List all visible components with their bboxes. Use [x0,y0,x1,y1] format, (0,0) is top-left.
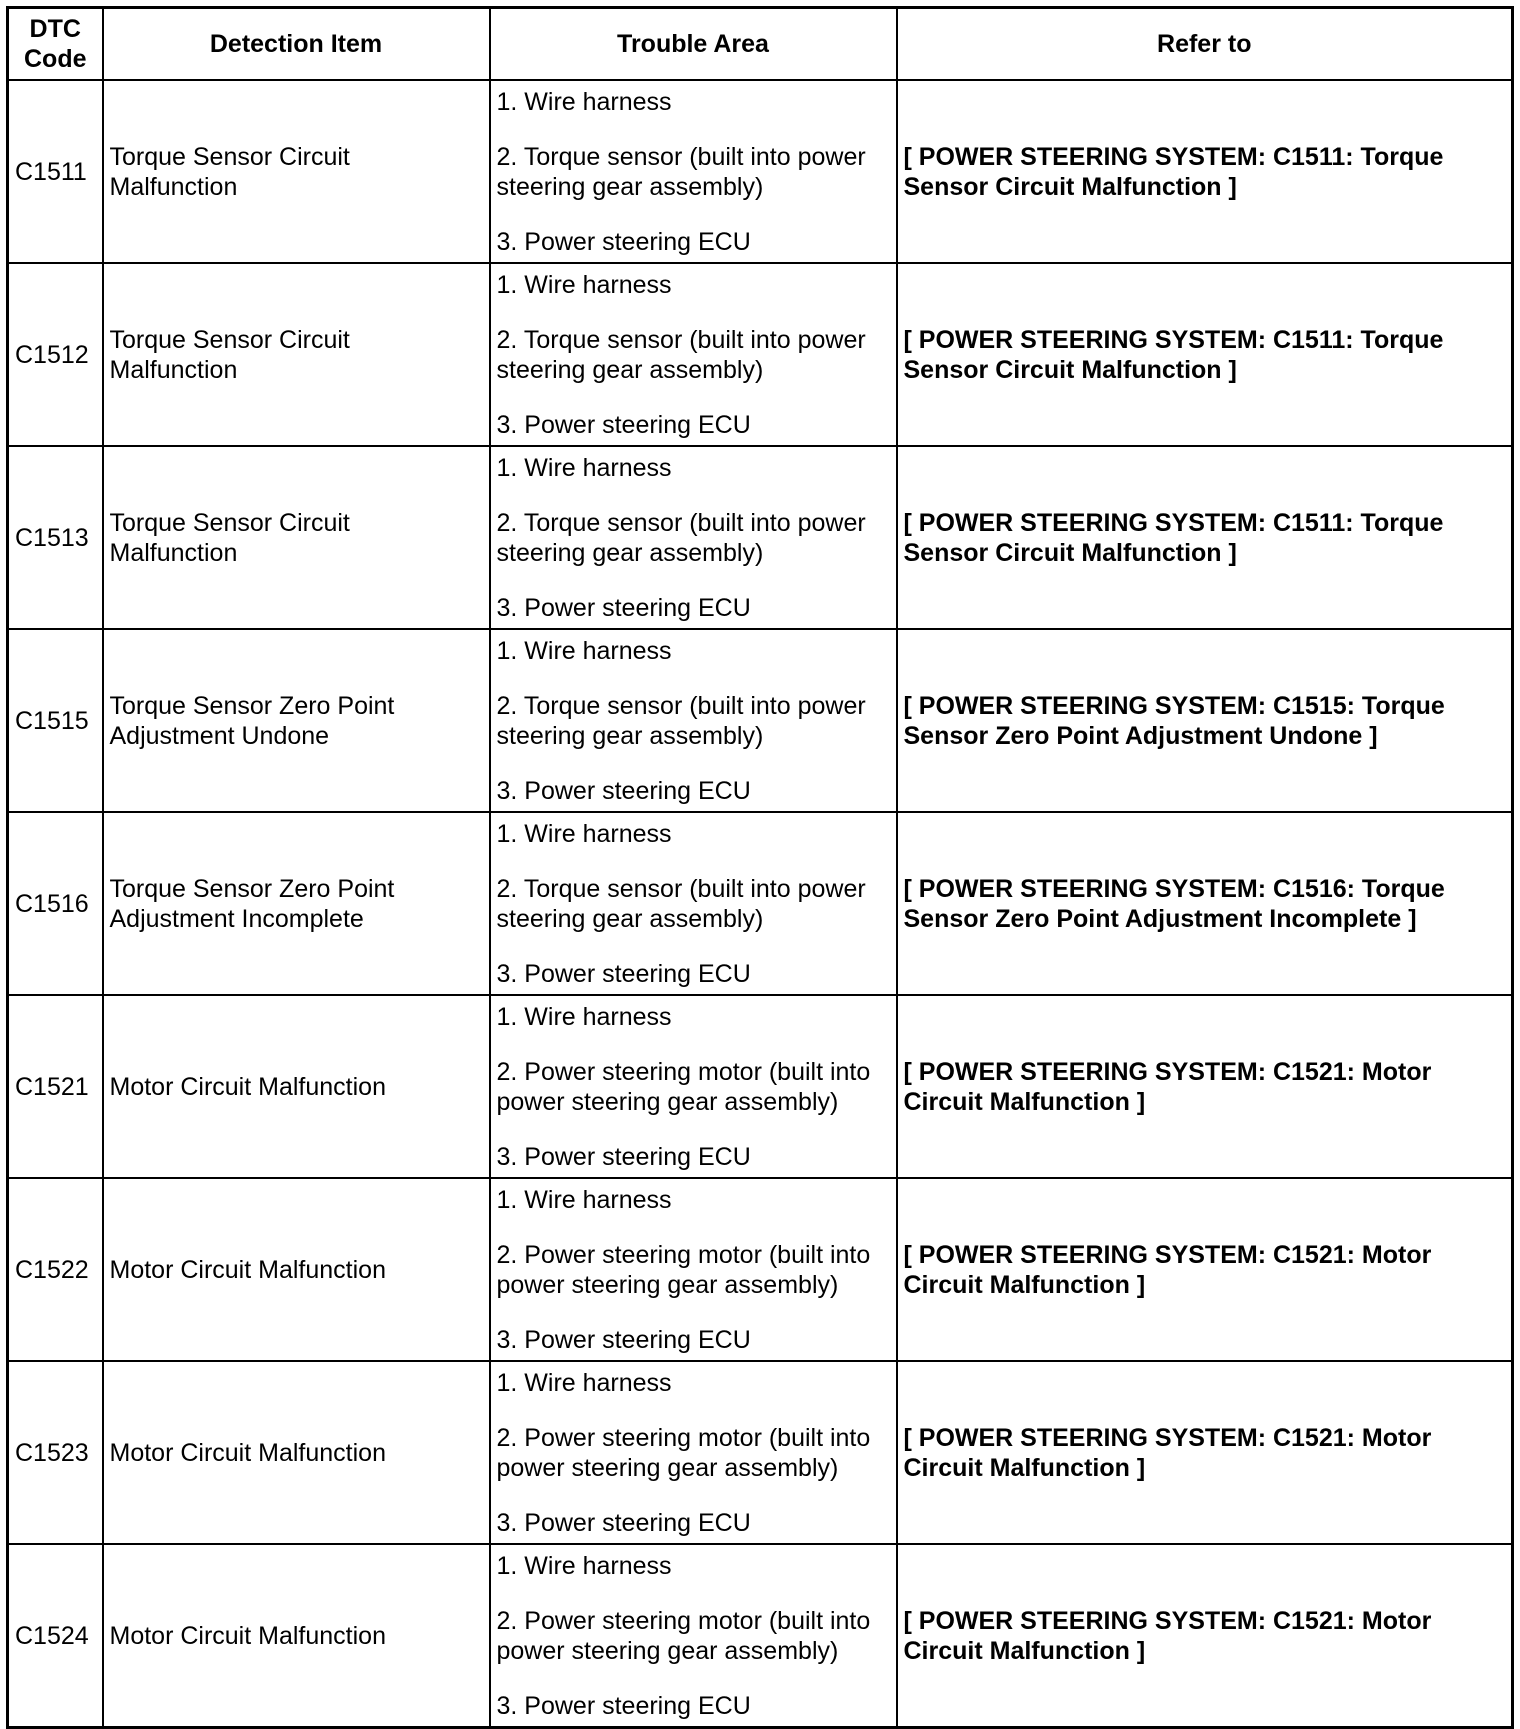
trouble-area-item: 2. Torque sensor (built into power steering gear assembly) [496,508,866,567]
table-row [8,1361,1513,1544]
trouble-area-list [497,87,890,257]
table-body [8,80,1513,1728]
detection-item-cell: Torque Sensor Zero Point Adjustment Incomplete [103,812,490,995]
dtc-code-cell: C1513 [8,446,103,629]
trouble-area-item: 3. Power steering ECU [496,959,751,988]
trouble-area-list [497,1368,890,1538]
header-trouble-area: Trouble Area [490,8,897,81]
dtc-code-cell: C1511 [8,80,103,263]
trouble-area-cell [490,812,897,995]
trouble-area-item: 3. Power steering ECU [496,1325,751,1354]
trouble-area-list [497,1002,890,1172]
dtc-table [6,6,1514,1729]
trouble-area-cell [490,263,897,446]
trouble-area-item: 3. Power steering ECU [496,227,751,256]
trouble-area-item: 1. Wire harness [496,636,672,665]
refer-to-link[interactable]: [ POWER STEERING SYSTEM: C1516: Torque Sensor Zero Point Adjustment Incomplete ] [897,812,1513,995]
dtc-code-cell: C1524 [8,1544,103,1728]
detection-item-cell: Torque Sensor Circuit Malfunction [103,446,490,629]
refer-to-link[interactable]: [ POWER STEERING SYSTEM: C1511: Torque Sensor Circuit Malfunction ] [897,263,1513,446]
refer-to-link[interactable]: [ POWER STEERING SYSTEM: C1511: Torque Sensor Circuit Malfunction ] [897,446,1513,629]
trouble-area-item: 2. Torque sensor (built into power steering gear assembly) [496,325,866,384]
table-row [8,1544,1513,1728]
dtc-code-cell: C1515 [8,629,103,812]
trouble-area-cell [490,995,897,1178]
refer-to-link[interactable]: [ POWER STEERING SYSTEM: C1515: Torque Sensor Zero Point Adjustment Undone ] [897,629,1513,812]
refer-to-link[interactable]: [ POWER STEERING SYSTEM: C1511: Torque Sensor Circuit Malfunction ] [897,80,1513,263]
refer-to-link[interactable]: [ POWER STEERING SYSTEM: C1521: Motor Circuit Malfunction ] [897,995,1513,1178]
trouble-area-item: 3. Power steering ECU [496,410,751,439]
refer-to-link[interactable]: [ POWER STEERING SYSTEM: C1521: Motor Circuit Malfunction ] [897,1361,1513,1544]
detection-item-cell: Torque Sensor Circuit Malfunction [103,80,490,263]
table-row [8,1178,1513,1361]
refer-to-link[interactable]: [ POWER STEERING SYSTEM: C1521: Motor Circuit Malfunction ] [897,1178,1513,1361]
trouble-area-item: 2. Torque sensor (built into power steering gear assembly) [496,691,866,750]
trouble-area-cell [490,446,897,629]
trouble-area-item: 2. Power steering motor (built into power steering gear assembly) [496,1606,871,1665]
detection-item-cell: Motor Circuit Malfunction [103,1178,490,1361]
trouble-area-cell [490,1361,897,1544]
trouble-area-list [497,1185,890,1355]
header-detection-item: Detection Item [103,8,490,81]
trouble-area-item: 1. Wire harness [496,819,672,848]
trouble-area-item: 1. Wire harness [496,1368,672,1397]
detection-item-cell: Torque Sensor Zero Point Adjustment Undone [103,629,490,812]
trouble-area-item: 3. Power steering ECU [496,1691,751,1720]
trouble-area-item: 1. Wire harness [496,270,672,299]
trouble-area-list [497,270,890,440]
detection-item-cell: Motor Circuit Malfunction [103,1361,490,1544]
trouble-area-item: 3. Power steering ECU [496,776,751,805]
detection-item-cell: Torque Sensor Circuit Malfunction [103,263,490,446]
header-refer-to: Refer to [897,8,1513,81]
trouble-area-list [497,453,890,623]
header-row [8,8,1513,81]
refer-to-link[interactable]: [ POWER STEERING SYSTEM: C1521: Motor Circuit Malfunction ] [897,1544,1513,1728]
trouble-area-list [497,819,890,989]
trouble-area-item: 2. Power steering motor (built into power steering gear assembly) [496,1057,871,1116]
trouble-area-item: 1. Wire harness [496,1185,672,1214]
detection-item-cell: Motor Circuit Malfunction [103,1544,490,1728]
trouble-area-cell [490,629,897,812]
trouble-area-cell [490,80,897,263]
dtc-code-cell: C1523 [8,1361,103,1544]
trouble-area-item: 3. Power steering ECU [496,593,751,622]
trouble-area-item: 1. Wire harness [496,87,672,116]
table-row [8,446,1513,629]
trouble-area-cell [490,1544,897,1728]
trouble-area-cell [490,1178,897,1361]
table-row [8,263,1513,446]
dtc-code-cell: C1516 [8,812,103,995]
table-row [8,80,1513,263]
trouble-area-item: 1. Wire harness [496,453,672,482]
trouble-area-item: 3. Power steering ECU [496,1142,751,1171]
trouble-area-item: 1. Wire harness [496,1551,672,1580]
dtc-code-cell: C1512 [8,263,103,446]
trouble-area-item: 2. Power steering motor (built into power steering gear assembly) [496,1240,871,1299]
table-row [8,629,1513,812]
table-row [8,995,1513,1178]
detection-item-cell: Motor Circuit Malfunction [103,995,490,1178]
trouble-area-item: 2. Torque sensor (built into power steering gear assembly) [496,142,866,201]
table-header [8,8,1513,81]
dtc-code-cell: C1521 [8,995,103,1178]
table-row [8,812,1513,995]
trouble-area-item: 2. Power steering motor (built into power steering gear assembly) [496,1423,871,1482]
dtc-code-cell: C1522 [8,1178,103,1361]
trouble-area-item: 1. Wire harness [496,1002,672,1031]
trouble-area-item: 3. Power steering ECU [496,1508,751,1537]
trouble-area-list [497,636,890,806]
trouble-area-list [497,1551,890,1721]
header-dtc-code: DTC Code [8,8,103,81]
trouble-area-item: 2. Torque sensor (built into power steering gear assembly) [496,874,866,933]
